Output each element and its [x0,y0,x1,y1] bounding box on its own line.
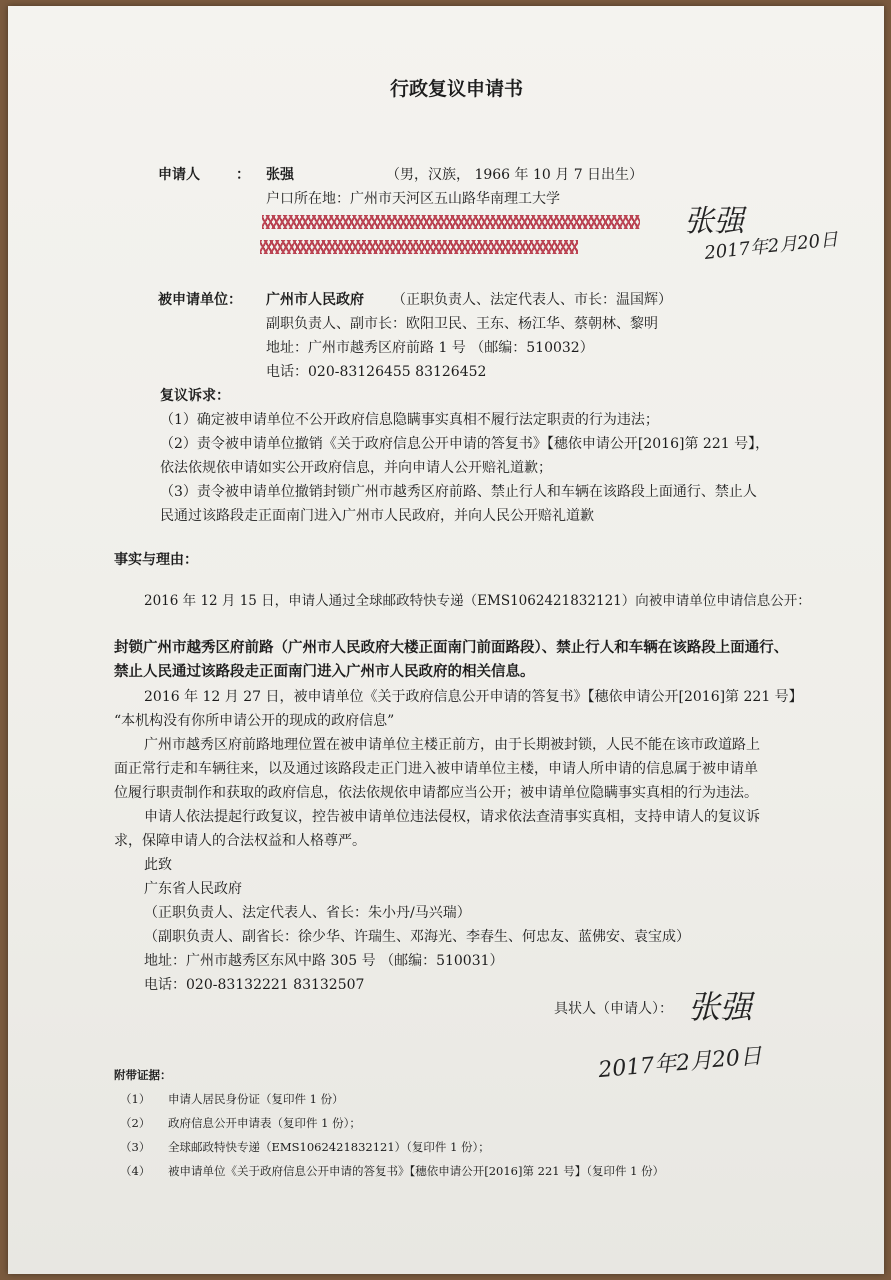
attachment-text: 被申请单位《关于政府信息公开申请的答复书》【穗依申请公开[2016]第 221 号】（复印件 1 份） [168,1164,665,1178]
redaction-mark [262,215,640,229]
recipient-officials: （正职负责人、法定代表人、省长：朱小丹/马兴瑞） [144,905,471,921]
recipient-deputies: （副职负责人、副省长：徐少华、许瑞生、邓海光、李春生、何忠友、蓝佛安、袁宝成） [144,929,690,945]
margin-date: 2017年2月20日 [703,229,840,264]
attachment-text: 申请人居民身份证（复印件 1 份） [168,1092,344,1106]
applicant-address: 户口所在地：广州市天河区五山路华南理工大学 [266,191,560,207]
facts-paragraph: 求，保障申请人的合法权益和人格尊严。 [114,833,366,849]
facts-paragraph: 2016 年 12 月 15 日，申请人通过全球邮政特快专递（EMS1062421832121）向被申请单位申请信息公开： [144,593,811,609]
facts-paragraph: 面正常行走和车辆往来，以及通过该路段走正门进入被申请单位主楼，申请人所申请的信息属于被申请单 [114,761,758,777]
attachment-number: （2） [120,1116,151,1130]
facts-heading: 事实与理由： [114,552,198,568]
applicant-info: （男，汉族， 1966 年 10 月 7 日出生） [386,167,644,183]
respondent-deputies: 副职负责人、副市长：欧阳卫民、王东、杨江华、蔡朝林、黎明 [266,316,658,332]
applicant-colon: ： [236,167,250,183]
margin-signature: 张强 [684,204,744,239]
applicant-label: 申请人 [158,167,200,183]
attachment-number: （4） [120,1164,151,1178]
attachment-text: 全球邮政特快专递（EMS1062421832121）（复印件 1 份）； [168,1140,490,1154]
attachment-text: 政府信息公开申请表（复印件 1 份）； [168,1116,361,1130]
handwritten-signature: 张强 [688,988,753,1026]
handwritten-date: 2017年2月20日 [597,1043,763,1084]
recipient-address: 地址：广州市越秀区东风中路 305 号 （邮编：510031） [144,953,504,969]
facts-bold-line: 封锁广州市越秀区府前路（广州市人民政府大楼正面南门前面路段）、禁止行人和车辆在该路段上面通行、 [114,639,789,656]
attachment-number: （3） [120,1140,151,1154]
request-line: 依法依规依申请如实公开政府信息，并向申请人公开赔礼道歉； [160,460,552,476]
requests-heading: 复议诉求： [160,388,230,404]
respondent-label: 被申请单位： [158,292,242,308]
respondent-name: 广州市人民政府 [266,292,364,308]
document-title: 行政复议申请书 [390,78,524,100]
redaction-mark [260,240,578,254]
request-line: （3）责令被申请单位撤销封锁广州市越秀区府前路、禁止行人和车辆在该路段上面通行、禁止人 [160,484,757,500]
facts-paragraph: 位履行职责制作和获取的政府信息，依法依规依申请都应当公开；被申请单位隐瞒事实真相的行为违法。 [114,785,758,801]
facts-paragraph: 2016 年 12 月 27 日，被申请单位《关于政府信息公开申请的答复书》【穗依申请公开[2016]第 221 号】 [144,689,803,705]
applicant-name: 张强 [266,167,294,183]
document-page [8,6,884,1274]
attachments-heading: 附带证据： [114,1068,172,1082]
salutation: 此致 [144,857,172,873]
attachment-number: （1） [120,1092,151,1106]
facts-paragraph: 申请人依法提起行政复议，控告被申请单位违法侵权，请求依法查清事实真相，支持申请人的复议诉 [144,809,760,825]
respondent-address: 地址：广州市越秀区府前路 1 号 （邮编：510032） [266,340,594,356]
request-line: （1）确定被申请单位不公开政府信息隐瞒事实真相不履行法定职责的行为违法； [160,412,659,428]
request-line: （2）责令被申请单位撤销《关于政府信息公开申请的答复书》【穗依申请公开[2016]第 221 号】， [160,436,770,452]
recipient-org: 广东省人民政府 [144,881,242,897]
facts-quote: “本机构没有你所申请公开的现成的政府信息” [114,713,395,729]
request-line: 民通过该路段走正面南门进入广州市人民政府，并向人民公开赔礼道歉 [160,508,594,524]
signoff-label: 具状人（申请人）： [554,1001,673,1017]
respondent-phone: 电话：020-83126455 83126452 [266,364,487,380]
facts-bold-line: 禁止人民通过该路段走正面南门进入广州市人民政府的相关信息。 [114,663,535,680]
facts-paragraph: 广州市越秀区府前路地理位置在被申请单位主楼正前方，由于长期被封锁，人民不能在该市政道路上 [144,737,760,753]
respondent-officials: （正职负责人、法定代表人、市长：温国辉） [392,292,672,308]
recipient-phone: 电话：020-83132221 83132507 [144,977,365,993]
